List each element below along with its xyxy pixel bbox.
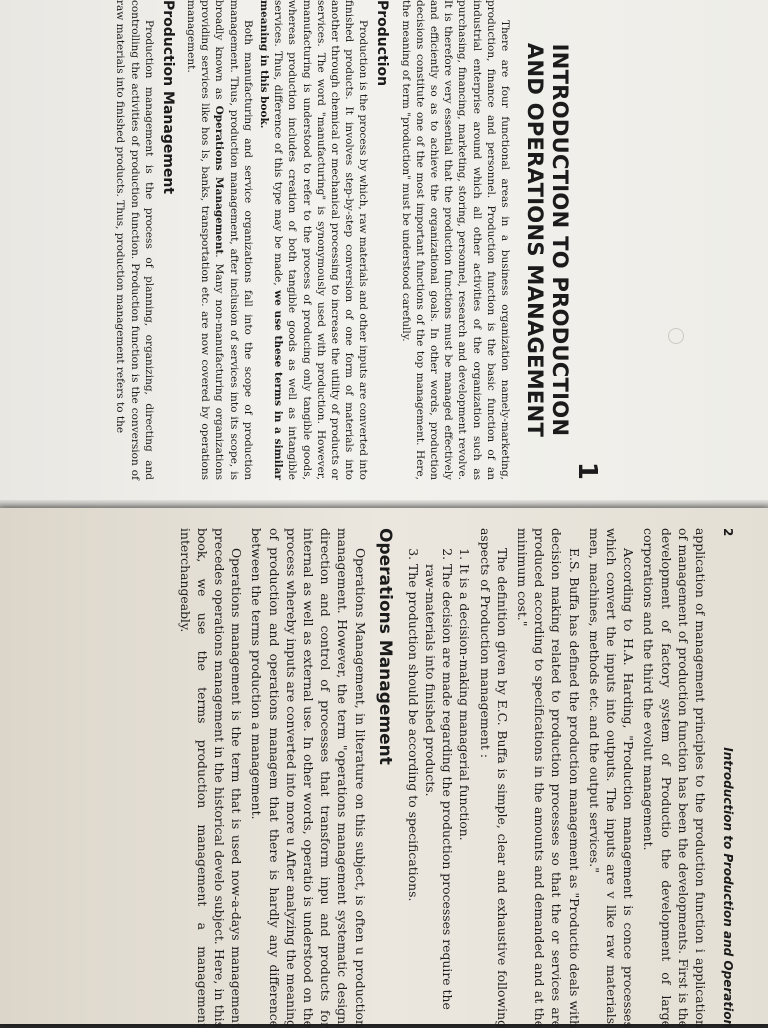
intro-paragraph: There are four functional areas in a business organization namely-marketing, production, finance and personnel. Production function is the basic function of an industrial enterprise around which all other activities of the organization such as purchasing, financing, marketing, storing, personnel, research and development revolve. It is therefore very essential that the production functions must be managed effectively and efficiently so as to achieve the organizational goals. In other words, production decisions constitute one of the most important functions of the top management. Here, the meaning of term "production" must be understood carefully. [399, 0, 511, 480]
operations-management-paragraph-1: Operations Management, in literature on this subject, is often u production management. However, the term "operations management systematic design, direction and control of processes that transform inpu and products for internal as well as external use. In other words, operatio is understood on the process whereby inputs are converted into more u After analyzing the meaning of production and operations managem that there is hardly any difference between the terms production a management. [249, 528, 368, 1028]
chapter-title [522, 0, 572, 480]
aspects-list [405, 528, 474, 1028]
production-paragraph-1-bold: we use these terms in a similar meaning in this book. [257, 0, 285, 481]
production-paragraph-1-text: Production is the process by which, raw materials and other inputs are converted into finished products. It involves step-by-step conversion of one form of materials into another through chemical or mechanical processing to increase the utility of products or services. The word "manufacturing" is synonymously used with production. However, manufacturing is understood to refer to the process of producing only tangible goods, whereas production includes creation of both tangible goods as well as intangible services. Thus, difference of this type may be made, [272, 0, 370, 480]
chapter-title-line-1: INTRODUCTION TO PRODUCTION [548, 43, 572, 437]
section-heading-operations-management: Operations Management [374, 528, 395, 765]
production-paragraph-1 [257, 0, 371, 480]
buffa-aspects-intro: The definition given by E.C. Buffa is simple, clear and exhaustive following aspects of Production management : [477, 528, 510, 1028]
production-paragraph-2-text-a: Both manufacturing and service organizations fall into the scope of production management. Thus, production management, after inclusion of services into its scope, is broadly known as [213, 0, 254, 480]
production-paragraph-2-bold: Operations Management [213, 105, 226, 255]
production-management-paragraph: Production management is the process of planning, organizing, directing and controlling the activities of production function. Production function is the conversion of raw materials into finished products. Thus, production management refers to the [114, 0, 155, 480]
page-1-content [114, 0, 602, 481]
production-paragraph-2 [184, 0, 255, 480]
running-head-title: Introduction to Production and Operation [721, 747, 735, 1028]
circle-stamp-icon [668, 328, 684, 344]
page-number: 2 [721, 528, 735, 537]
harding-definition-paragraph: According to H.A. Harding, "Production management is conce processes which convert the inputs into outputs. The inputs are v like raw materials, men, machines, methods etc. and the output services." [586, 528, 637, 1028]
section-heading-production-management: Production Management [159, 0, 176, 195]
aspect-item: 3. The production should be according to specifications. [405, 564, 422, 1028]
intro-continuation-paragraph: application of management principles to the production function i application of management of production function has been the developments. First is the development of factory system of Productio the development of large corporations and the third the evolut management. [641, 528, 708, 1028]
buffa-definition-paragraph: E.S. Buffa has defined the production management as "Productio deals with decision making related to production processes so that the or services are produced according to specifications in the amounts and demanded and at the minimum cost." [514, 528, 582, 1028]
running-header [721, 528, 735, 1028]
chapter-title-line-2: AND OPERATIONS MANAGEMENT [523, 42, 547, 438]
aspect-item: 2. The decision are made regarding the production processes require the raw-materials into finished products. [422, 564, 456, 1028]
aspect-item: 1. It is a decision-making managerial function. [456, 564, 473, 1028]
chapter-number: 1 [572, 461, 602, 480]
section-heading-production: Production [374, 0, 391, 87]
page-1 [0, 0, 768, 510]
page-2-content [177, 528, 735, 1028]
operations-management-paragraph-2: Operations management is the term that is used now-a-days management precedes operations management in the historical develo subject. Here, in this book, we use the terms production management a management interchangeably. [177, 528, 245, 1028]
production-paragraph-2-text-b: . Many non-manufacturing organizations providing services like hos ls, banks, transportation etc. are now covered by operations management. [184, 0, 226, 480]
